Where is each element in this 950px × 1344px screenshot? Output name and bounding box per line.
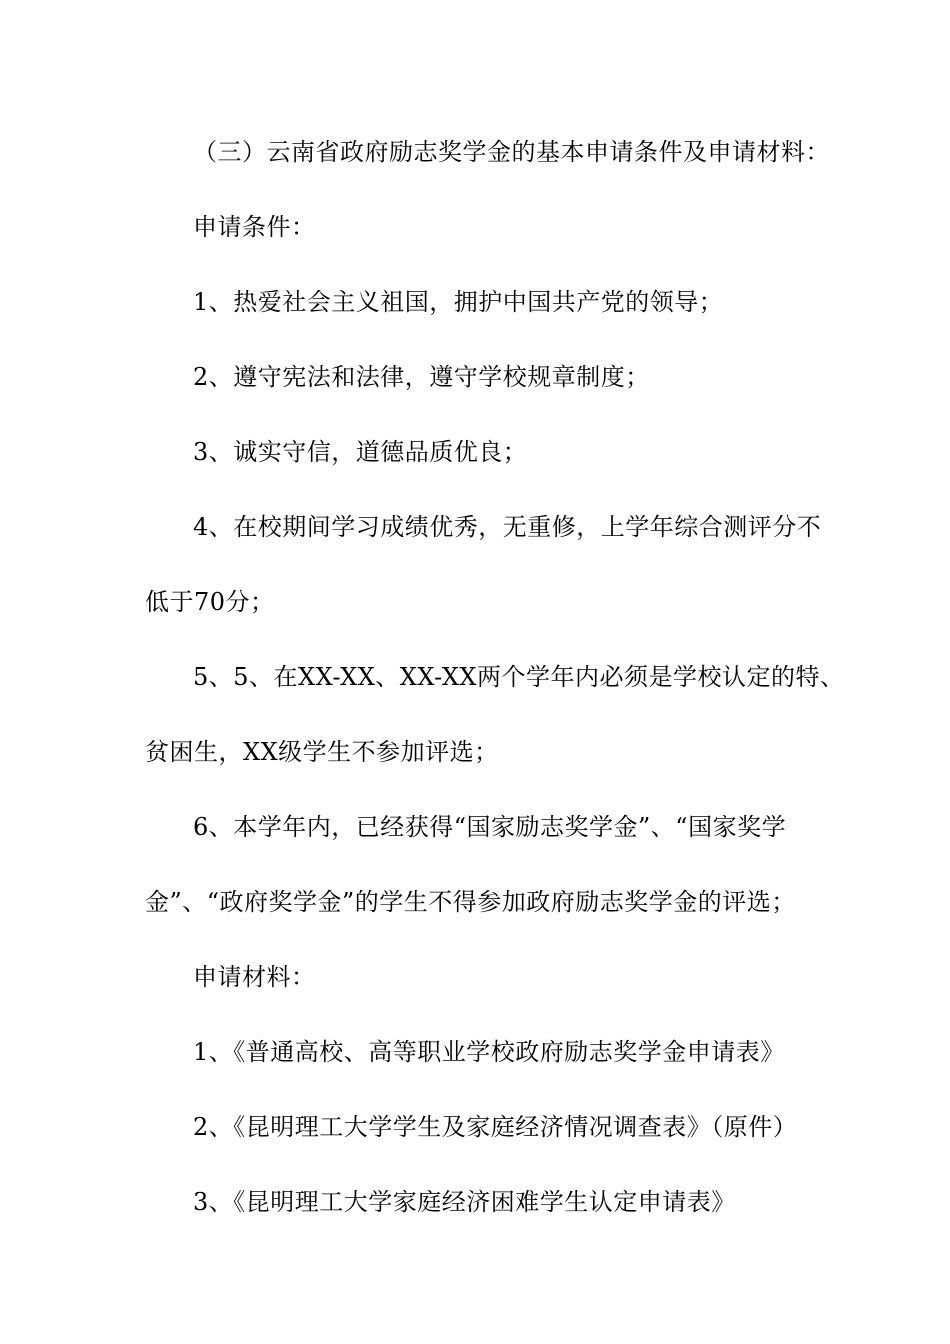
material-1: 1、《普通高校、高等职业学校政府励志奖学金申请表》 bbox=[193, 1038, 785, 1066]
condition-4-line-1: 4、在校期间学习成绩优秀，无重修，上学年综合测评分不 bbox=[193, 513, 822, 541]
condition-4-line-2: 低于70分； bbox=[145, 588, 275, 616]
condition-6-line-1: 6、本学年内，已经获得“国家励志奖学金”、“国家奖学 bbox=[193, 813, 787, 841]
condition-6-line-2: 金”、“政府奖学金”的学生不得参加政府励志奖学金的评选； bbox=[145, 888, 796, 916]
conditions-title: 申请条件： bbox=[193, 213, 316, 241]
material-2: 2、《昆明理工大学学生及家庭经济情况调查表》（原件） bbox=[193, 1113, 798, 1141]
material-3: 3、《昆明理工大学家庭经济困难学生认定申请表》 bbox=[193, 1188, 736, 1216]
condition-2: 2、遵守宪法和法律，遵守学校规章制度； bbox=[193, 363, 650, 391]
materials-title: 申请材料： bbox=[193, 963, 316, 991]
section-heading: （三）云南省政府励志奖学金的基本申请条件及申请材料： bbox=[193, 138, 830, 166]
condition-1: 1、热爱社会主义祖国，拥护中国共产党的领导； bbox=[193, 288, 724, 316]
condition-5-line-2: 贫困生，XX级学生不参加评选； bbox=[145, 738, 499, 766]
condition-5-line-1: 5、5、在XX-XX、XX-XX两个学年内必须是学校认定的特、 bbox=[193, 663, 845, 691]
condition-3: 3、诚实守信，道德品质优良； bbox=[193, 438, 528, 466]
